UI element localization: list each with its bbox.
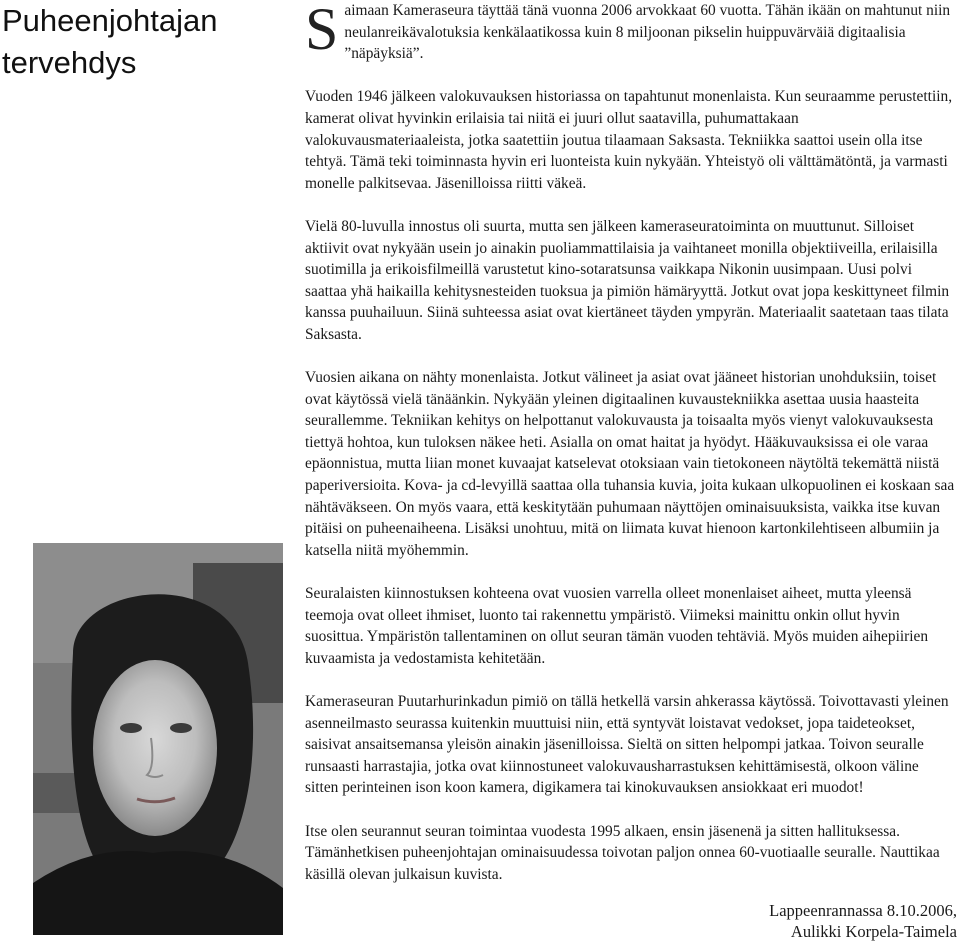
- article-body: [305, 0, 955, 907]
- portrait-illustration: [33, 543, 283, 935]
- paragraph-darkroom: Kameraseuran Puutarhurinkadun pimiö on tällä hetkellä varsin ahkerassa käytössä. Toivottavasti yleinen asenneilmasto seurassa kuitenkin muuttuisi niin, että syntyvät loistavat vedokset, jopa taideteokset, saisivat ansaitsemansa yleisön ainakin jäsenilloissa. Sieltä on sitten helpompi jatkaa. Toivon seuralle runsaasti harrastajia, jotka ovat kiinnostuneet valokuvausharrastuksen kehittämisestä, olkoon väline sitten perinteinen ison koon kamera, digikamera tai kinokuvauksen ansiokkaat eri muodot!: [305, 693, 949, 797]
- paragraph-personal: Itse olen seurannut seuran toimintaa vuodesta 1995 alkaen, ensin jäsenenä ja sitten hallituksessa. Tämänhetkisen puheenjohtajan ominaisuudessa toivotan paljon onnea 60-vuotiaalle seuralle. Nauttikaa käsillä olevan julkaisun kuvista.: [305, 822, 940, 883]
- title-line-1: Puheenjohtajan: [2, 3, 218, 38]
- paragraph-history: Vuoden 1946 jälkeen valokuvauksen historiassa on tapahtunut monenlaista. Kun seuraamme perustettiin, kamerat olivat hyvinkin erilaisia tai niitä ei juuri ollut saatavilla, puhumattakaan valokuvausmateriaaleista, jotka saatettiin joutua tilaamaan Saksasta. Tekniikka saattoi usein olla itse tehtyä. Tämä teki toiminnasta hyvin eri luonteista kuin nykyään. Yhteistyö oli välttämätöntä, ja varmasti monelle palkitsevaa. Jäsenilloissa riitti väkeä.: [305, 88, 953, 192]
- paragraph-80s: Vielä 80-luvulla innostus oli suurta, mutta sen jälkeen kameraseuratoiminta on muuttunut. Silloiset aktiivit ovat nykyään usein jo ainakin puoliammattilaisia ja vaihtaneet monilla objektiiveilla, erilaisilla suotimilla ja erikoisfilmeillä varustetut kino-sotaratsunsa vaikkapa Nikonin uusimpaan. Uusi polvi saattaa yhä haikailla kehitysnesteiden tuoksua ja pimiön hämäryyttä. Jotkut ovat jopa keskittyneet filmin kanssa puuhailuun. Siinä suhteessa asiat ovat kiertäneet täyden ympyrän. Materiaalit saatetaan taas tilata Saksasta.: [305, 217, 950, 343]
- author-portrait-photo: [33, 543, 283, 935]
- signature-name: Aulikki Korpela-Taimela: [790, 922, 957, 941]
- paragraph-years: Vuosien aikana on nähty monenlaista. Jotkut välineet ja asiat ovat jääneet historian unohduksiin, toiset ovat käytössä vielä tänäänkin. Nykyään yleinen digitaalinen kuvaustekniikka asettaa uusia haasteita seurallemme. Tekniikan kehitys on helpottanut valokuvausta ja toisaalta myös vienyt valokuvauksesta tiettyä hohtoa, kun tuloksen näkee heti. Asialla on omat haitat ja hyödyt. Hääkuvauksissa ei ole varaa epäonnistua, mutta liian monet kuvaajat katselevat otoksiaan vain tietokoneen näytöltä tekemättä niistä paperiversioita. Kova- ja cd-levyillä saattaa olla tuhansia kuvia, joita kukaan ulkopuolinen ei koskaan saa nähtäväkseen. On myös vaara, että keskitytään puhumaan näyttöjen ominaisuuksista, vaikka itse kuvan pitäisi on puheenaiheena. Lisäksi unohtuu, mitä on liimata kuvat hienoon kartonkilehtiseen albumiin ja katsella niitä myöhemmin.: [305, 369, 955, 559]
- title-line-2: tervehdys: [2, 45, 137, 80]
- signature-place-date: Lappeenrannassa 8.10.2006,: [769, 901, 957, 920]
- signature-block: [769, 900, 957, 942]
- page-title: [2, 0, 262, 84]
- paragraph-interests: Seuralaisten kiinnostuksen kohteena ovat vuosien varrella olleet monenlaiset aiheet, mutta yleensä teemoja ovat olleet ihmiset, luonto tai rakennettu ympäristö. Viimeksi mainittu onkin ollut hyvin suosittua. Ympäristön tallentaminen on ollut seuran tämän vuoden tehtäviä. Myös muiden aihepiirien kuvaamista ja vedostamista kehitetään.: [305, 585, 929, 667]
- dropcap-letter: S: [305, 0, 339, 62]
- paragraph-intro-text: aimaan Kameraseura täyttää tänä vuonna 2006 arvokkaat 60 vuotta. Tähän ikään on mahtunut niin neulanreikävalotuksia kenkälaatikossa kuin 8 miljoonan pikselin huippuvärväiä digitaalisia ”näpäyksiä”.: [344, 2, 951, 63]
- paragraph-intro: [305, 0, 955, 65]
